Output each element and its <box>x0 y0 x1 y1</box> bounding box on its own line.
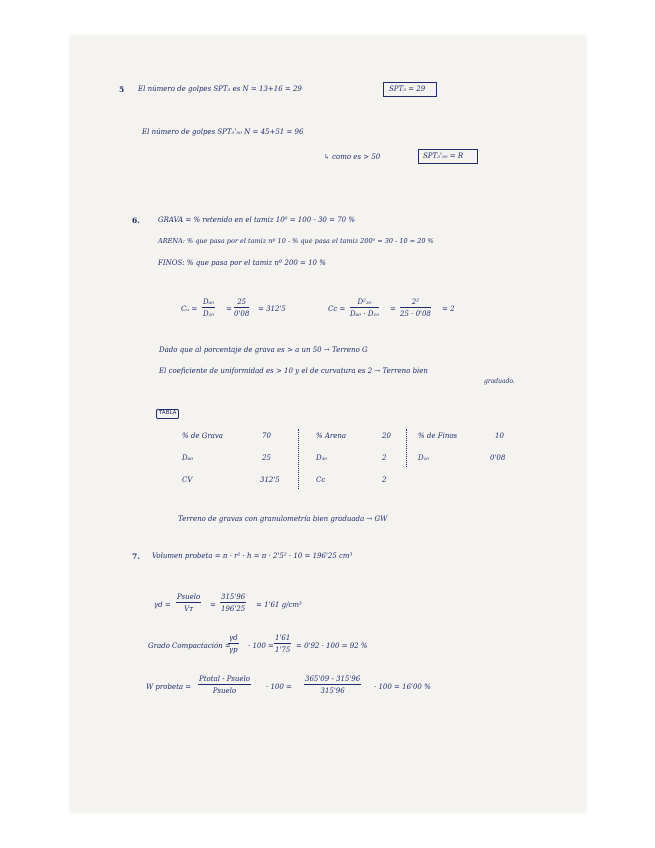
gc-fraction2 <box>274 634 291 654</box>
gd-fraction2 <box>220 593 246 613</box>
table-cell: 10 <box>495 432 504 440</box>
table-cell: Cc <box>316 476 326 484</box>
w-denominator: Psuelo <box>212 687 237 695</box>
table-cell: D₃₀ <box>316 454 328 462</box>
gc-denominator: γp <box>229 646 238 654</box>
table-cell: D₆₀ <box>182 454 194 462</box>
cc-numerator: D²₃₀ <box>350 298 379 308</box>
cu-numerator: D₆₀ <box>203 298 215 306</box>
cc-numerator2: 2² <box>400 298 431 308</box>
q5-arrow-line: ↳ como es > 50 <box>324 153 381 161</box>
q6-dado: Dado que al porcentaje de grava es > a un 50 → Terreno G <box>159 346 368 354</box>
gc-mid: · 100 = <box>248 642 274 650</box>
q5-answer-box2 <box>418 149 478 164</box>
cc-label: Cc = <box>328 305 346 313</box>
gd-denominator: Vᴛ <box>184 605 194 613</box>
table-divider <box>298 429 299 489</box>
w-fraction1 <box>198 675 251 695</box>
q6-coef: El coeficiente de uniformidad es > 10 y el de curvatura es 2 → Terreno bien <box>159 367 428 375</box>
q5-answer1: SPT₅ = 29 <box>389 85 426 93</box>
q5-number: 5 <box>119 85 125 94</box>
cc-denominator: D₆₀ · D₁₀ <box>350 310 380 318</box>
table-cell: % de Finos <box>418 432 458 440</box>
w-fraction2 <box>304 675 361 695</box>
cu-numerator2: 25 <box>234 298 249 308</box>
w-numerator: Ptotal - Psuelo <box>199 675 250 683</box>
cc-equals: = <box>390 305 396 313</box>
w-numerator2: 365'09 - 315'96 <box>305 675 361 683</box>
gd-denominator2: 196'25 <box>221 605 246 613</box>
cu-equals: = <box>226 305 232 313</box>
q5-answer-box1 <box>383 82 437 97</box>
table-cell: 25 <box>262 454 271 462</box>
gc-fraction1 <box>228 634 239 654</box>
q6-number: 6. <box>132 216 140 225</box>
table-cell: D₁₀ <box>418 454 430 462</box>
table-cell: CV <box>182 476 193 484</box>
cc-fraction2 <box>400 298 431 318</box>
w-denominator2: 315'96 <box>320 687 345 695</box>
gc-denominator2: 1'75 <box>275 646 291 654</box>
gc-result: = 0'92 · 100 = 92 % <box>296 642 368 650</box>
gd-numerator2: 315'96 <box>221 593 246 601</box>
q5-line2: El número de golpes SPT₅'₅₀ N = 45+51 = 96 <box>142 128 304 136</box>
table-cell: 2 <box>382 454 387 462</box>
cc-result: = 2 <box>442 305 455 313</box>
gc-numerator: γd <box>229 634 238 642</box>
table-cell: % de Grava <box>182 432 223 440</box>
q6-arena: ARENA: % que pasa por el tamiz nº 10 - % que pasa el tamiz 200⁰ = 30 - 10 = 20 % <box>158 237 434 245</box>
q6-conclusion: Terreno de gravas con granulometría bien graduada → GW <box>178 515 388 523</box>
w-mid: · 100 = <box>266 683 292 691</box>
cc-fraction1 <box>350 298 379 318</box>
gd-fraction1 <box>176 593 201 613</box>
gd-equals: = <box>210 601 216 609</box>
gc-label: Grado Compactación = <box>148 642 231 650</box>
table-cell: 70 <box>262 432 271 440</box>
cu-denominator: D₁₀ <box>203 310 215 318</box>
table-cell: 2 <box>382 476 387 484</box>
table-cell: 0'08 <box>490 454 506 462</box>
q6-coef2: graduado. <box>484 378 515 385</box>
cu-denominator2: 0'08 <box>234 310 250 318</box>
q6-grava: GRAVA = % retenido en el tamiz 10⁰ = 100 - 30 = 70 % <box>158 216 355 224</box>
q5-line1: El número de golpes SPT₅ es N = 13+16 = 29 <box>138 85 302 93</box>
cu-label: Cᵤ = <box>181 305 198 313</box>
table-cell: % Arena <box>316 432 347 440</box>
table-cell: 20 <box>382 432 391 440</box>
gd-numerator: Psuelo <box>177 593 201 601</box>
cc-denominator2: 25 · 0'08 <box>400 310 431 318</box>
gd-result: = 1'61 g/cm³ <box>256 601 302 609</box>
q6-finos: FINOS: % que pasa por el tamiz nº 200 = 10 % <box>158 259 326 267</box>
cu-fraction2 <box>234 298 249 318</box>
cu-result: = 312'5 <box>258 305 286 313</box>
gc-numerator2: 1'61 <box>275 634 291 642</box>
w-label: W probeta = <box>146 683 192 691</box>
tabla-tag: TABLA <box>156 409 179 419</box>
gd-label: γd = <box>154 601 171 609</box>
table-divider <box>406 429 407 467</box>
q7-volumen: Volumen probeta = π · r² · h = π · 2'5² · 10 = 196'25 cm³ <box>152 552 353 560</box>
table-cell: 312'5 <box>260 476 280 484</box>
cu-fraction1 <box>202 298 215 318</box>
q7-number: 7. <box>132 552 140 561</box>
w-result: · 100 = 16'00 % <box>374 683 431 691</box>
notebook-page <box>70 36 586 812</box>
q5-answer2: SPT₅'₅₀ = R <box>423 152 464 160</box>
